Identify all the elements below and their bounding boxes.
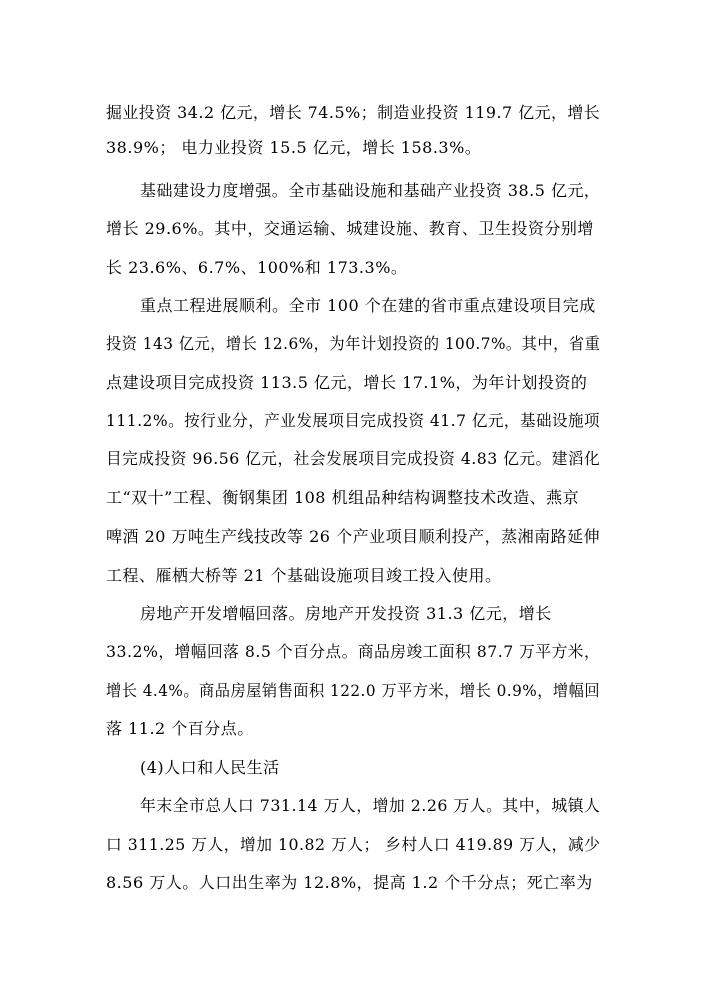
text-line: 点建设项目完成投资 113.5 亿元，增长 17.1%，为年计划投资的 [106, 373, 588, 392]
text-line: 落 11.2 个百分点。 [106, 719, 254, 738]
text-line: 口 311.25 万人，增加 10.82 万人； 乡村人口 419.89 万人，减少 [106, 835, 601, 854]
paragraph-start-line: 年末全市总人口 731.14 万人，增加 2.26 万人。其中，城镇人 [140, 796, 601, 815]
text-line: 长 23.6%、6.7%、100%和 173.3%。 [106, 258, 408, 277]
text-line: 38.9%； 电力业投资 15.5 亿元，增长 158.3%。 [106, 138, 482, 157]
text-line: 8.56 万人。人口出生率为 12.8%，提高 1.2 个千分点；死亡率为 [106, 873, 593, 892]
text-line: 111.2%。按行业分，产业发展项目完成投资 41.7 亿元，基础设施项 [106, 411, 601, 430]
text-line: 工“双十”工程、衡钢集团 108 机组品种结构调整技术改造、燕京 [106, 488, 580, 507]
text-line: 增长 4.4%。商品房屋销售面积 122.0 万平方米，增长 0.9%，增幅回 [106, 681, 601, 700]
text-line: 工程、雁栖大桥等 21 个基础设施项目竣工投入使用。 [106, 566, 502, 585]
paragraph-start-line: 基础建设力度增强。全市基础设施和基础产业投资 38.5 亿元， [140, 181, 601, 200]
text-line: 33.2%，增幅回落 8.5 个百分点。商品房竣工面积 87.7 万平方米， [106, 642, 601, 661]
text-line: 目完成投资 96.56 亿元，社会发展项目完成投资 4.83 亿元。建滔化 [106, 449, 601, 468]
paragraph-start-line: 重点工程进展顺利。全市 100 个在建的省市重点建设项目完成 [140, 296, 596, 315]
text-line: 掘业投资 34.2 亿元，增长 74.5%；制造业投资 119.7 亿元，增长 [106, 103, 601, 122]
section-heading: (4)人口和人民生活 [140, 758, 280, 777]
text-line: 增长 29.6%。其中，交通运输、城建设施、教育、卫生投资分别增 [106, 219, 594, 238]
text-line: 投资 143 亿元，增长 12.6%，为年计划投资的 100.7%。其中，省重 [106, 334, 601, 353]
paragraph-start-line: 房地产开发增幅回落。房地产开发投资 31.3 亿元，增长 [140, 604, 552, 623]
text-line: 啤酒 20 万吨生产线技改等 26 个产业项目顺利投产，蒸湘南路延伸 [106, 527, 601, 546]
